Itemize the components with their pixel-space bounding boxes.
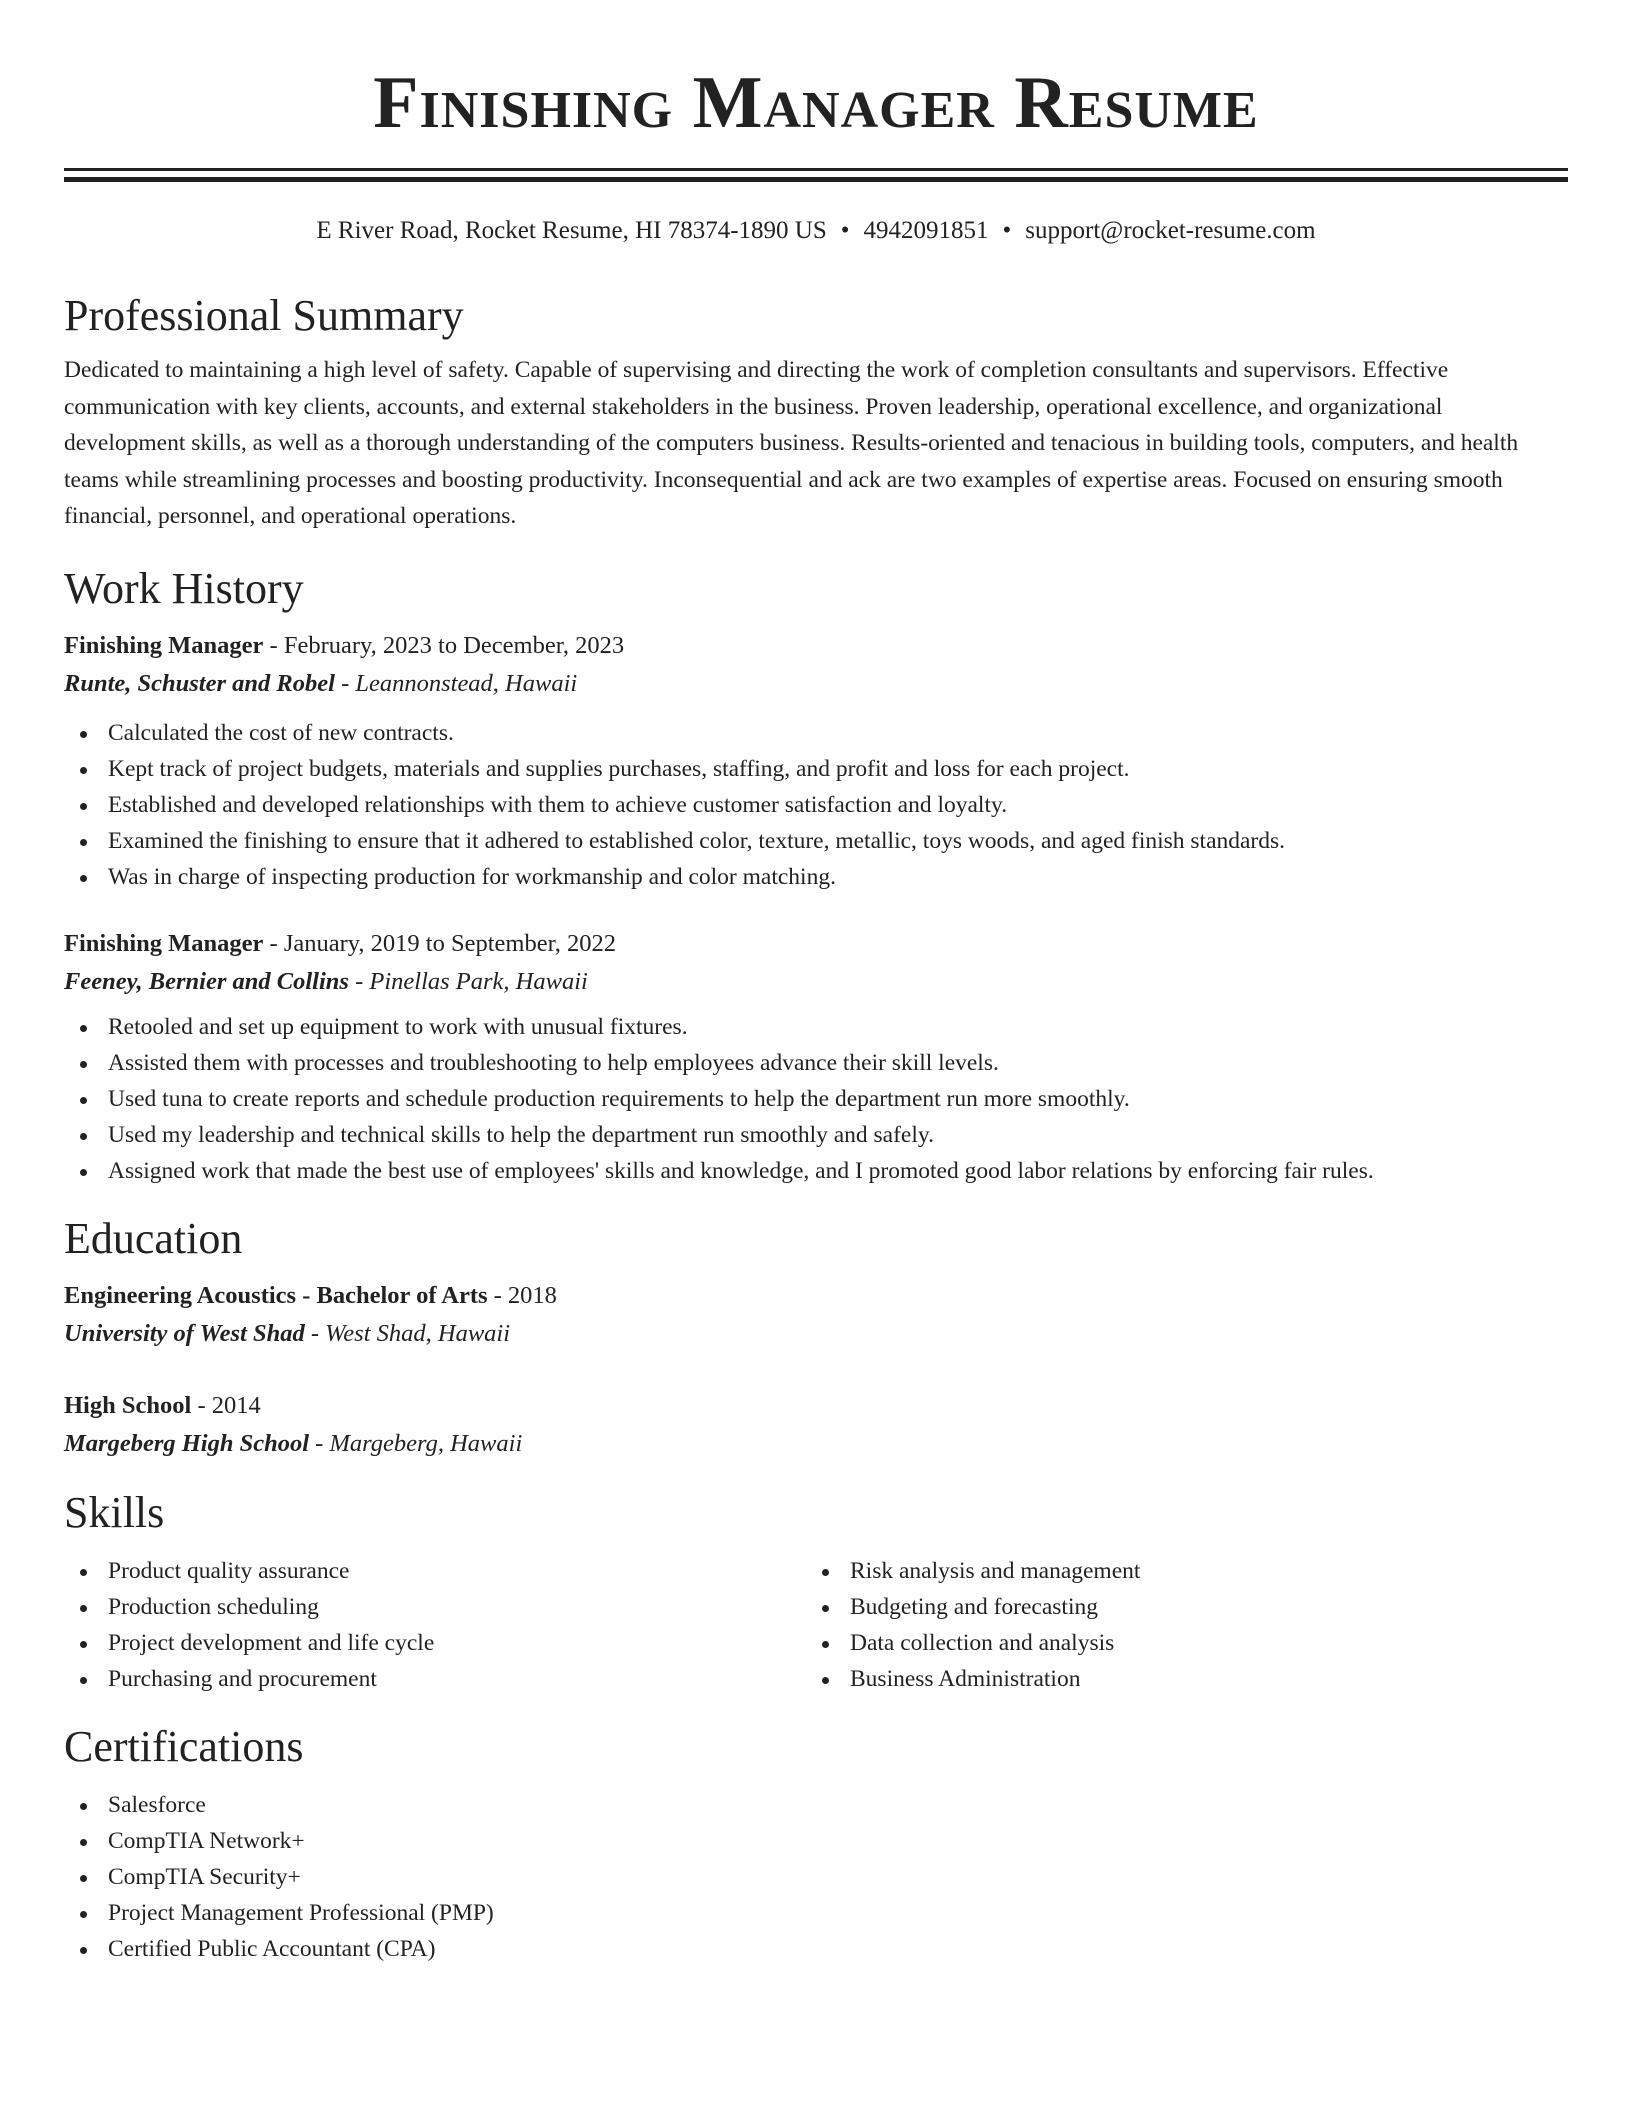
job-duties [64, 715, 1568, 895]
job-entry [64, 627, 1568, 895]
certification-item: Project Management Professional (PMP) [64, 1895, 1568, 1931]
duty-item: Used my leadership and technical skills to help the department run smoothly and safely. [64, 1117, 1568, 1153]
summary-text: Dedicated to maintaining a high level of safety. Capable of supervising and directing the work of completion consultants and supervisors. Effective communication with key clients, accounts, and external stakeholders in the business. Proven leadership, operational excellence, and organizational development skills, as well as a thorough understanding of the computers business. Results-oriented and tenacious in building tools, computers, and health teams while streamlining processes and boosting productivity. Inconsequential and ack are two examples of expertise areas. Focused on ensuring smooth financial, personnel, and operational operations. [64, 357, 1519, 529]
skill-item: Data collection and analysis [806, 1625, 1548, 1661]
job-company: Feeney, Bernier and Collins [64, 967, 349, 995]
skill-item: Business Administration [806, 1661, 1548, 1697]
education-entry [64, 1387, 1568, 1463]
resume-title: Finishing Manager Resume [373, 62, 1259, 144]
duty-item: Kept track of project budgets, materials and supplies purchases, staffing, and profit and loss for each project. [64, 751, 1568, 787]
duty-item: Examined the finishing to ensure that it adhered to established color, texture, metallic, toys woods, and aged finish standards. [64, 823, 1568, 859]
job-dates: - January, 2019 to September, 2022 [263, 929, 617, 957]
duty-item: Assigned work that made the best use of employees' skills and knowledge, and I promoted good labor relations by enforcing fair rules. [64, 1153, 1568, 1189]
duty-item: Assisted them with processes and troubleshooting to help employees advance their skill levels. [64, 1045, 1568, 1081]
certification-item: CompTIA Security+ [64, 1859, 1568, 1895]
school-location: - Margeberg, Hawaii [309, 1429, 523, 1457]
duty-item: Retooled and set up equipment to work with unusual fixtures. [64, 1009, 1568, 1045]
education-entry [64, 1277, 1568, 1353]
summary-heading: Professional Summary [64, 291, 464, 340]
contact-phone: 4942091851 [863, 217, 989, 244]
skill-item: Risk analysis and management [806, 1553, 1548, 1589]
degree-line [64, 1277, 1568, 1315]
title-rule-thick [64, 177, 1568, 182]
skill-item: Project development and life cycle [64, 1625, 806, 1661]
duty-item: Calculated the cost of new contracts. [64, 715, 1568, 751]
degree-line [64, 1387, 1568, 1425]
title-rule-thin [64, 168, 1568, 171]
certifications-list [64, 1787, 1568, 1967]
skills-column-left [64, 1553, 806, 1697]
school: University of West Shad [64, 1319, 305, 1347]
education-heading: Education [64, 1213, 243, 1263]
school-line [64, 1315, 1568, 1353]
job-location: - Pinellas Park, Hawaii [348, 967, 588, 995]
skill-item: Product quality assurance [64, 1553, 806, 1589]
skills-heading: Skills [64, 1487, 165, 1537]
duty-item: Was in charge of inspecting production for workmanship and color matching. [64, 859, 1568, 895]
skills-column-right [806, 1553, 1548, 1697]
job-dates: - February, 2023 to December, 2023 [263, 631, 625, 659]
school-line [64, 1425, 1568, 1463]
certification-item: CompTIA Network+ [64, 1823, 1568, 1859]
degree-year: - 2018 [487, 1281, 557, 1309]
job-location: - Leannonstead, Hawaii [334, 669, 578, 697]
contact-address: E River Road, Rocket Resume, HI 78374-1890 US [316, 217, 827, 244]
job-entry [64, 925, 1568, 1189]
skills-grid [64, 1553, 1568, 1697]
contact-line [64, 216, 1568, 246]
job-title: Finishing Manager [64, 631, 264, 659]
contact-separator: • [840, 217, 850, 244]
skill-item: Budgeting and forecasting [806, 1589, 1548, 1625]
certification-item: Salesforce [64, 1787, 1568, 1823]
degree: High School [64, 1391, 192, 1419]
duty-item: Used tuna to create reports and schedule production requirements to help the department run more smoothly. [64, 1081, 1568, 1117]
duty-item: Established and developed relationships with them to achieve customer satisfaction and loyalty. [64, 787, 1568, 823]
skill-item: Purchasing and procurement [64, 1661, 806, 1697]
certifications-heading: Certifications [64, 1721, 304, 1771]
job-company-line [64, 665, 1568, 703]
job-company-line [64, 963, 1568, 1001]
job-company: Runte, Schuster and Robel [64, 669, 335, 697]
contact-separator: • [1002, 217, 1012, 244]
skill-item: Production scheduling [64, 1589, 806, 1625]
job-duties [64, 1009, 1568, 1189]
job-title-line [64, 925, 1568, 963]
certification-item: Certified Public Accountant (CPA) [64, 1931, 1568, 1967]
degree-year: - 2014 [191, 1391, 261, 1419]
job-title-line [64, 627, 1568, 665]
degree: Engineering Acoustics - Bachelor of Arts [64, 1281, 488, 1309]
school: Margeberg High School [64, 1429, 310, 1457]
school-location: - West Shad, Hawaii [304, 1319, 511, 1347]
contact-email: support@rocket-resume.com [1025, 217, 1316, 244]
work-history-heading: Work History [64, 563, 304, 613]
job-title: Finishing Manager [64, 929, 264, 957]
